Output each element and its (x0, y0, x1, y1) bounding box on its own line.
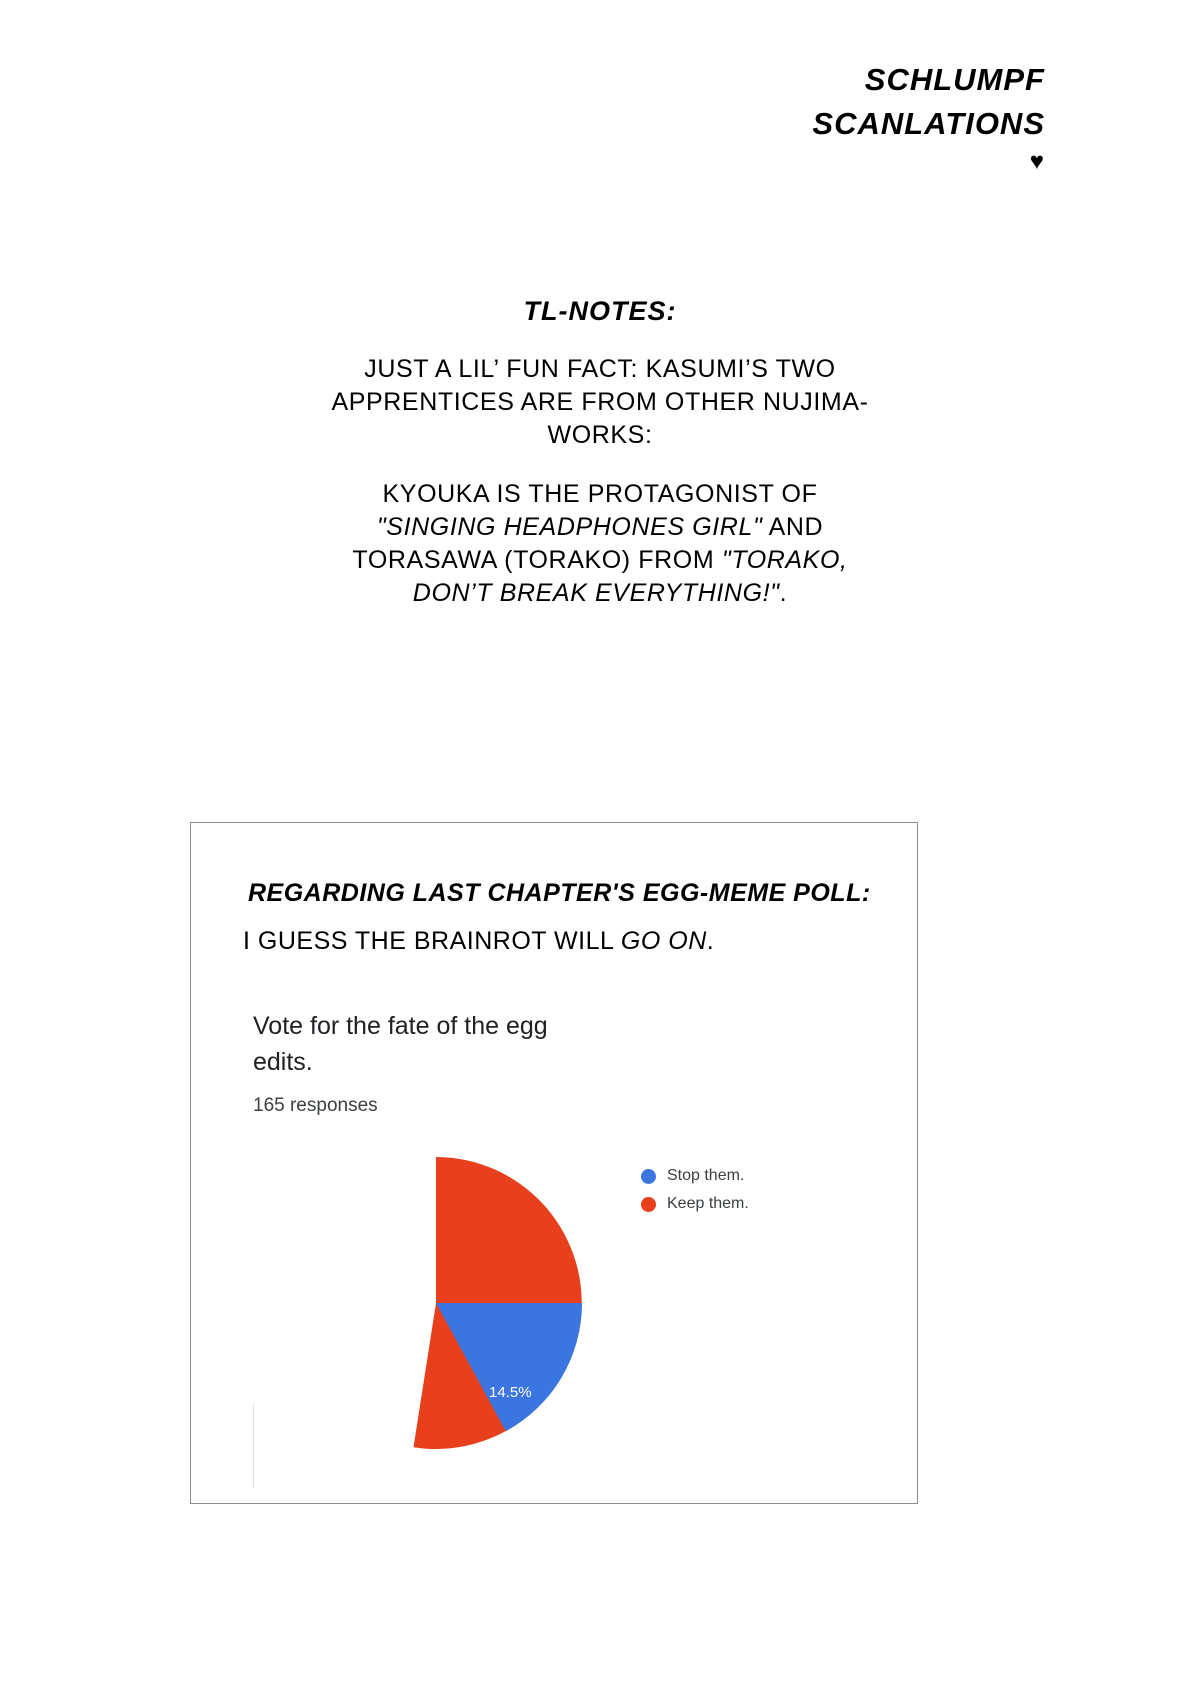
legend-swatch-icon-keep-them (641, 1197, 656, 1212)
poll-panel (190, 822, 918, 1504)
tl-notes-p2-text-2: AND TORASAWA (TORAKO) FROM (352, 513, 824, 574)
legend-label-keep-them: Keep them. (667, 1195, 749, 1212)
tl-notes-paragraph-2 (340, 478, 860, 610)
credit-line-2: SCANLATIONS (812, 106, 1045, 142)
legend-item-keep-them[interactable] (641, 1195, 749, 1213)
legend-swatch-icon-stop-them (641, 1169, 656, 1184)
pie-label-keep-them: 85.5% (348, 1320, 391, 1337)
poll-sub-text-2: . (706, 927, 715, 955)
pie-chart (221, 1153, 891, 1473)
tl-notes-p2-text-3: . (779, 579, 788, 607)
tl-notes-paragraph-1: JUST A LIL’ FUN FACT: KASUMI’S TWO APPRENTICES ARE FROM OTHER NUJIMA-WORKS: (331, 355, 869, 449)
chart-artifact-line (253, 1403, 254, 1489)
poll-response-count: 165 responses (253, 1095, 378, 1116)
poll-heading: REGARDING LAST CHAPTER'S EGG-MEME POLL: (248, 879, 871, 907)
poll-question: Vote for the fate of the egg edits. (253, 1012, 548, 1076)
chart-legend (641, 1167, 749, 1223)
tl-notes-title: TL-NOTES: (523, 296, 677, 326)
pie-label-stop-them: 14.5% (489, 1384, 532, 1401)
tl-notes-p2-text-1: KYOUKA IS THE PROTAGONIST OF (382, 480, 818, 508)
tl-notes-p2-title-1: "SINGING HEADPHONES GIRL" (376, 513, 763, 541)
heart-icon: ♥ (1029, 148, 1045, 176)
pie-chart-graphic (286, 1153, 586, 1453)
tl-notes-p2-title-2: "TORAKO, DON’T BREAK EVERYTHING!" (412, 546, 848, 607)
pie-svg (286, 1153, 586, 1453)
credit-line-1: SCHLUMPF (864, 62, 1045, 97)
scanlation-credit (812, 58, 1045, 177)
translator-notes (0, 296, 1200, 636)
poll-sub-text-1: I GUESS THE BRAINROT WILL (243, 927, 621, 955)
legend-item-stop-them[interactable] (641, 1167, 749, 1185)
legend-label-stop-them: Stop them. (667, 1167, 745, 1184)
poll-subheading (243, 927, 714, 956)
poll-sub-emphasis: GO ON (620, 927, 707, 955)
